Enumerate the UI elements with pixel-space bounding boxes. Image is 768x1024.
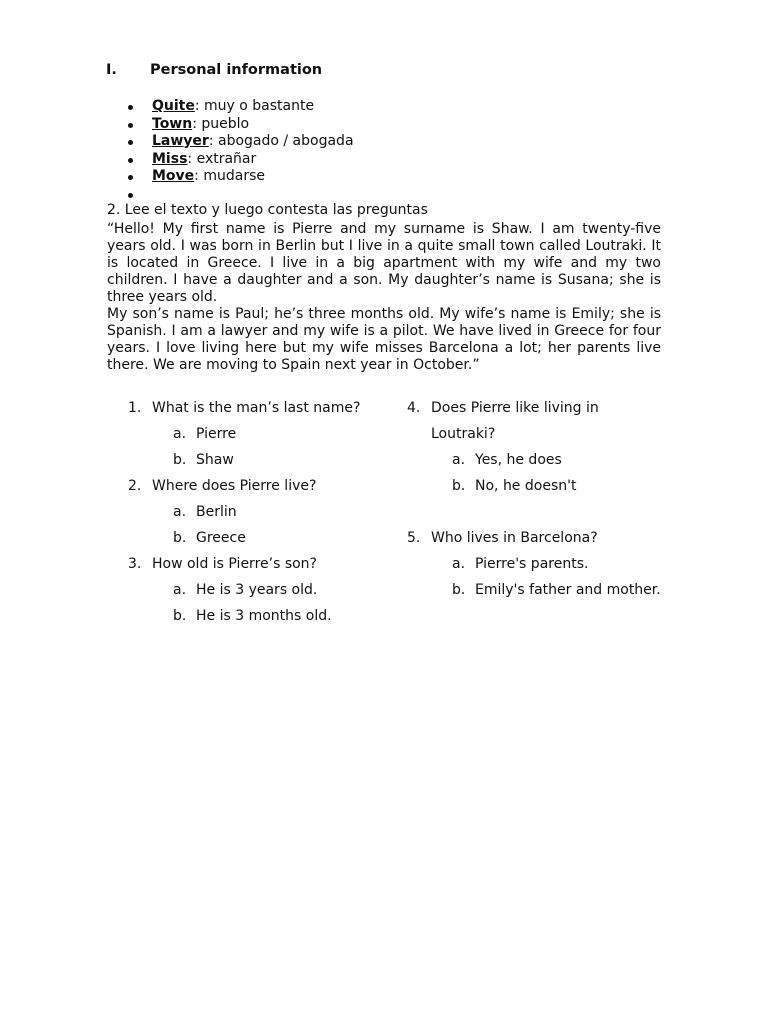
question — [407, 395, 687, 447]
option-letter: a. — [452, 556, 466, 572]
question-number: 2. — [128, 478, 142, 494]
vocab-term: Miss — [152, 150, 188, 167]
option-text: Berlin — [196, 504, 237, 520]
answer-option — [407, 447, 687, 473]
section-title: Personal information — [150, 62, 323, 78]
vocab-item-empty — [128, 186, 354, 204]
reading-paragraph: My son’s name is Paul; he’s three months old. My wife’s name is Emily; she is Spanish. I am a lawyer and my wife is a pilot. We have lived in Greece for four years. I love living here but my wife misses Barcelona a lot; her parents live there. We are moving to Spain next year in October.” — [107, 306, 661, 373]
option-letter: b. — [173, 530, 187, 546]
option-text: Yes, he does — [475, 452, 562, 468]
question — [128, 551, 388, 577]
vocab-item — [128, 151, 354, 169]
question-number: 4. — [407, 400, 421, 416]
vocab-item — [128, 168, 354, 186]
option-letter: b. — [452, 478, 466, 494]
question-number: 5. — [407, 530, 421, 546]
answer-option — [407, 473, 687, 499]
option-text: Pierre — [196, 426, 237, 442]
vocab-definition: : mudarse — [194, 168, 265, 184]
answer-option — [128, 603, 388, 629]
question — [407, 525, 687, 551]
question-text: Who lives in Barcelona? — [431, 530, 598, 546]
option-text: Pierre's parents. — [475, 556, 589, 572]
answer-option — [128, 525, 388, 551]
reading-text — [107, 221, 661, 374]
option-text: Shaw — [196, 452, 234, 468]
option-letter: b. — [173, 452, 187, 468]
option-text: Emily's father and mother. — [475, 582, 661, 598]
question-text: What is the man’s last name? — [152, 400, 361, 416]
question-text: How old is Pierre’s son? — [152, 556, 317, 572]
vocab-definition: : muy o bastante — [194, 98, 315, 114]
option-text: No, he doesn't — [475, 478, 577, 494]
option-letter: a. — [173, 582, 187, 598]
spacer — [407, 499, 687, 525]
vocab-term: Lawyer — [152, 133, 209, 149]
answer-option — [128, 499, 388, 525]
option-text: He is 3 years old. — [196, 582, 318, 598]
question-number: 3. — [128, 556, 142, 572]
question-text: Does Pierre like living in Loutraki? — [431, 400, 599, 442]
option-letter: a. — [173, 426, 187, 442]
vocab-item — [128, 116, 354, 134]
questions-column-left — [128, 395, 388, 629]
option-text: He is 3 months old. — [196, 608, 332, 624]
answer-option — [128, 577, 388, 603]
exercise-instruction: 2. Lee el texto y luego contesta las preguntas — [107, 202, 428, 218]
reading-paragraph: “Hello! My first name is Pierre and my surname is Shaw. I am twenty-five years old. I was born in Berlin but I live in a quite small town called Loutraki. It is located in Greece. I live in a big apartment with my wife and my two children. I have a daughter and a son. My daughter’s name is Susana; she is three years old. — [107, 221, 661, 305]
answer-option — [128, 421, 388, 447]
vocab-definition: : pueblo — [192, 115, 250, 132]
vocab-item — [128, 98, 354, 116]
question-text: Where does Pierre live? — [152, 478, 317, 494]
option-text: Greece — [196, 530, 246, 546]
vocab-term: Town — [152, 115, 193, 132]
vocab-term: Quite — [152, 98, 195, 114]
question — [128, 395, 388, 421]
section-heading — [106, 62, 322, 78]
question-number: 1. — [128, 400, 142, 416]
answer-option — [128, 447, 388, 473]
vocab-item — [128, 133, 354, 151]
question — [128, 473, 388, 499]
vocab-term: Move — [152, 168, 195, 184]
option-letter: a. — [452, 452, 466, 468]
option-letter: b. — [173, 608, 187, 624]
answer-option — [407, 577, 687, 603]
answer-option — [407, 551, 687, 577]
option-letter: a. — [173, 504, 187, 520]
option-letter: b. — [452, 582, 466, 598]
vocab-definition: : abogado / abogada — [208, 133, 354, 149]
vocabulary-list — [128, 98, 354, 203]
section-number: I. — [106, 62, 117, 78]
questions-column-right — [407, 395, 687, 603]
vocab-definition: : extrañar — [187, 150, 257, 167]
